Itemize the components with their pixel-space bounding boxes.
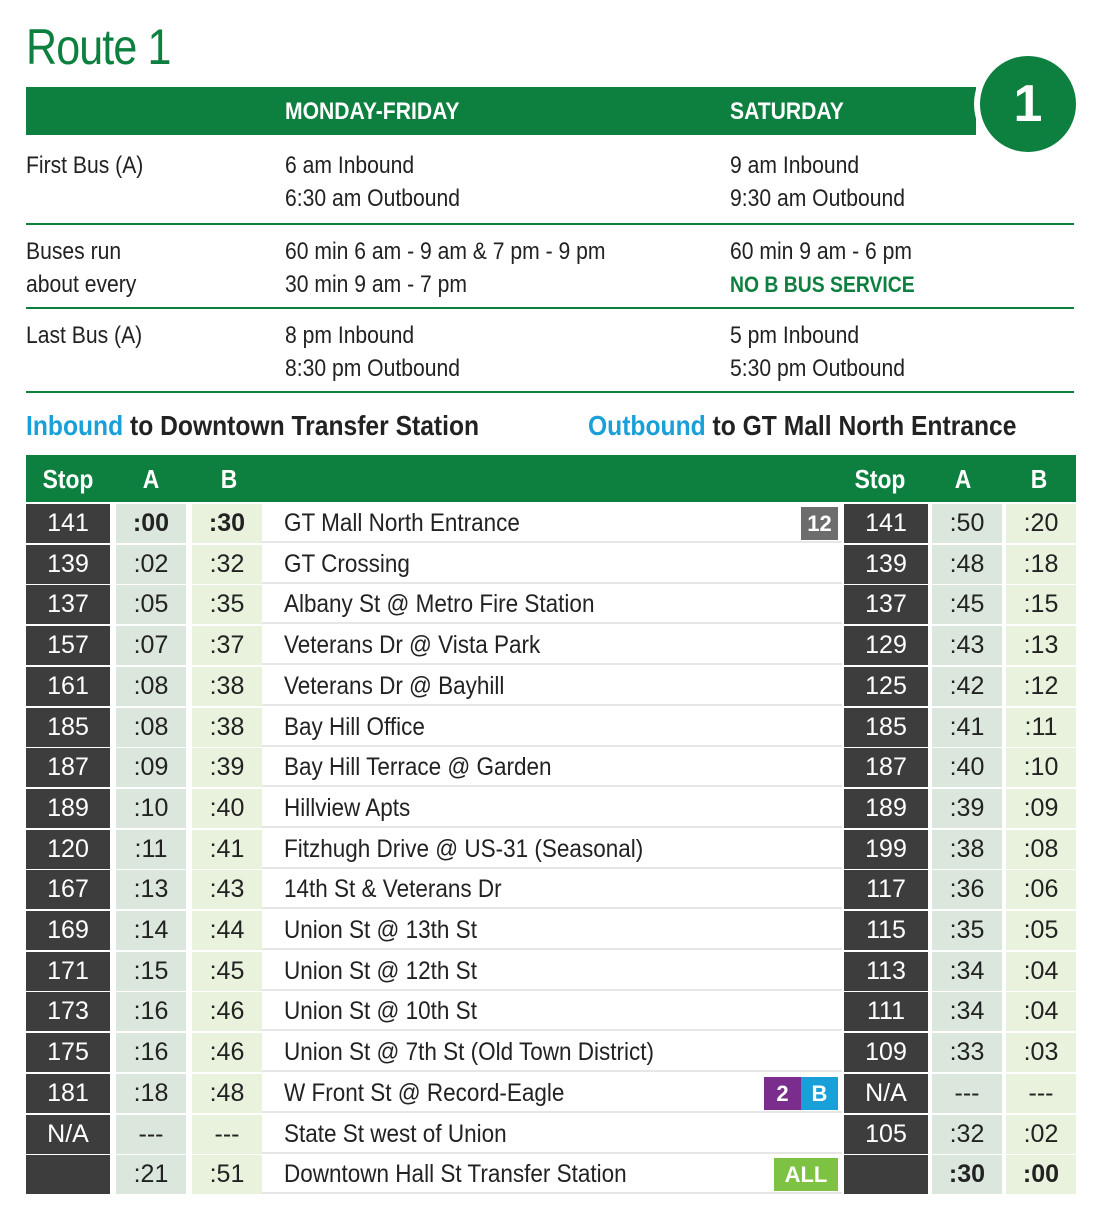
table-row: [26, 708, 1076, 747]
outbound-time-a: :38: [932, 830, 1002, 869]
inbound-time-b: :37: [192, 626, 262, 665]
inbound-stop-id: 169: [26, 911, 110, 950]
service-row: [26, 223, 1074, 309]
service-weekday-line2: 30 min 9 am - 7 pm: [285, 271, 467, 298]
outbound-stop-id: 185: [844, 708, 928, 747]
inbound-stop-id: 137: [26, 585, 110, 624]
stop-name-text: State St west of Union: [284, 1119, 507, 1148]
outbound-time-a: :41: [932, 708, 1002, 747]
service-weekday: [285, 319, 460, 385]
inbound-time-b: :32: [192, 545, 262, 584]
outbound-stop-id: 109: [844, 1033, 928, 1072]
inbound-time-b: :38: [192, 667, 262, 706]
inbound-time-a: :18: [116, 1074, 186, 1113]
outbound-time-b: :00: [1006, 1155, 1076, 1194]
outbound-time-a: :48: [932, 545, 1002, 584]
header-outbound-a: A: [954, 464, 972, 494]
inbound-time-a: :07: [116, 626, 186, 665]
inbound-time-a: :08: [116, 667, 186, 706]
service-saturday: [730, 149, 905, 215]
inbound-stop-id: 161: [26, 667, 110, 706]
stop-name: [262, 545, 842, 584]
outbound-stop-id: 139: [844, 545, 928, 584]
table-row: [26, 789, 1076, 828]
stop-name-text: Hillview Apts: [284, 793, 411, 822]
stop-name: [262, 748, 842, 787]
outbound-time-a: :50: [932, 504, 1002, 543]
inbound-time-b: :35: [192, 585, 262, 624]
stop-name-text: Bay Hill Terrace @ Garden: [284, 753, 552, 782]
inbound-time-b: :44: [192, 911, 262, 950]
table-row: [26, 1155, 1076, 1194]
inbound-time-a: :09: [116, 748, 186, 787]
outbound-time-b: :06: [1006, 870, 1076, 909]
table-row: [26, 504, 1076, 543]
inbound-time-b: :41: [192, 830, 262, 869]
service-saturday-line2: 9:30 am Outbound: [730, 185, 905, 212]
stop-name-text: W Front St @ Record-Eagle: [284, 1078, 565, 1107]
stop-name: [262, 911, 842, 950]
inbound-stop-id: [26, 1155, 110, 1194]
stop-name-text: GT Mall North Entrance: [284, 509, 520, 537]
inbound-stop-id: 139: [26, 545, 110, 584]
stop-name: [262, 626, 842, 665]
outbound-time-b: :20: [1006, 504, 1076, 543]
outbound-heading: [588, 410, 1016, 442]
stop-name: [262, 1074, 842, 1113]
inbound-time-a: :14: [116, 911, 186, 950]
outbound-stop-id: 113: [844, 952, 928, 991]
service-saturday: [730, 319, 905, 385]
stop-name: [262, 830, 842, 869]
outbound-time-a: :45: [932, 585, 1002, 624]
connection-route-badge: 12: [801, 507, 838, 540]
stop-name-text: GT Crossing: [284, 549, 410, 578]
stop-name: [262, 504, 842, 543]
table-row: [26, 1033, 1076, 1072]
inbound-time-b: :45: [192, 952, 262, 991]
service-row: [26, 137, 1074, 225]
outbound-stop-id: [844, 1155, 928, 1194]
inbound-stop-id: N/A: [26, 1115, 110, 1154]
outbound-time-a: :39: [932, 789, 1002, 828]
inbound-stop-id: 167: [26, 870, 110, 909]
outbound-time-a: :32: [932, 1115, 1002, 1154]
inbound-stop-id: 187: [26, 748, 110, 787]
outbound-time-b: :03: [1006, 1033, 1076, 1072]
outbound-stop-id: 199: [844, 830, 928, 869]
inbound-time-b: :51: [192, 1155, 262, 1194]
outbound-stop-id: 117: [844, 870, 928, 909]
service-saturday-line1: 9 am Inbound: [730, 152, 860, 179]
stop-name-text: Union St @ 13th St: [284, 916, 477, 944]
inbound-time-b: :38: [192, 708, 262, 747]
inbound-time-b: :48: [192, 1074, 262, 1113]
stop-name: [262, 708, 842, 747]
outbound-time-b: :11: [1006, 708, 1076, 747]
table-row: [26, 626, 1076, 665]
outbound-stop-id: 111: [844, 992, 928, 1031]
inbound-heading: [26, 410, 479, 442]
inbound-stop-id: 189: [26, 789, 110, 828]
outbound-time-b: :10: [1006, 748, 1076, 787]
table-row: [26, 585, 1076, 624]
outbound-time-b: ---: [1006, 1074, 1076, 1113]
inbound-time-b: :30: [192, 504, 262, 543]
inbound-time-b: ---: [192, 1115, 262, 1154]
connection-route-badge: ALL: [774, 1158, 838, 1191]
outbound-stop-id: 137: [844, 585, 928, 624]
outbound-stop-id: 115: [844, 911, 928, 950]
outbound-keyword: Outbound: [588, 410, 706, 441]
outbound-time-a: :34: [932, 992, 1002, 1031]
service-weekday-line1: 60 min 6 am - 9 am & 7 pm - 9 pm: [285, 238, 606, 265]
stop-name: [262, 1033, 842, 1072]
table-row: [26, 1115, 1076, 1154]
service-label-line1: Last Bus (A): [26, 322, 143, 349]
service-weekday-line2: 8:30 pm Outbound: [285, 355, 460, 382]
service-saturday-line2: 5:30 pm Outbound: [730, 355, 905, 382]
stop-name-text: 14th St & Veterans Dr: [284, 875, 502, 904]
outbound-time-a: :30: [932, 1155, 1002, 1194]
inbound-stop-id: 185: [26, 708, 110, 747]
stop-name-text: Bay Hill Office: [284, 712, 425, 741]
outbound-time-a: :40: [932, 748, 1002, 787]
outbound-time-b: :02: [1006, 1115, 1076, 1154]
header-inbound-b: B: [220, 464, 238, 494]
outbound-time-b: :13: [1006, 626, 1076, 665]
outbound-stop-id: N/A: [844, 1074, 928, 1113]
connection-route-badge: B: [801, 1077, 838, 1110]
outbound-stop-id: 125: [844, 667, 928, 706]
route-number-badge: 1: [974, 50, 1082, 158]
inbound-stop-id: 175: [26, 1033, 110, 1072]
header-outbound-b: B: [1030, 464, 1048, 494]
inbound-time-a: :21: [116, 1155, 186, 1194]
outbound-destination: to GT Mall North Entrance: [705, 410, 1017, 441]
outbound-time-a: :36: [932, 870, 1002, 909]
stop-name: [262, 1115, 842, 1154]
table-row: [26, 911, 1076, 950]
inbound-time-b: :43: [192, 870, 262, 909]
inbound-stop-id: 171: [26, 952, 110, 991]
stop-name-text: Union St @ 12th St: [284, 956, 477, 985]
table-row: [26, 830, 1076, 869]
stop-name: [262, 1155, 842, 1194]
service-label: [26, 319, 142, 352]
service-row: [26, 307, 1074, 393]
inbound-time-b: :40: [192, 789, 262, 828]
outbound-time-a: :34: [932, 952, 1002, 991]
inbound-stop-id: 120: [26, 830, 110, 869]
inbound-time-a: :02: [116, 545, 186, 584]
stop-name-text: Union St @ 7th St (Old Town District): [284, 1038, 655, 1067]
inbound-time-a: ---: [116, 1115, 186, 1154]
inbound-time-a: :16: [116, 1033, 186, 1072]
header-inbound-stop: Stop: [42, 464, 94, 494]
table-row: [26, 748, 1076, 787]
table-header: [26, 455, 1076, 502]
inbound-time-b: :39: [192, 748, 262, 787]
stop-name: [262, 585, 842, 624]
header-saturday: SATURDAY: [730, 98, 844, 125]
outbound-time-a: :35: [932, 911, 1002, 950]
inbound-destination: to Downtown Transfer Station: [123, 410, 480, 441]
inbound-time-a: :13: [116, 870, 186, 909]
table-row: [26, 870, 1076, 909]
outbound-time-b: :12: [1006, 667, 1076, 706]
stop-name-text: Fitzhugh Drive @ US-31 (Seasonal): [284, 834, 644, 863]
outbound-stop-id: 129: [844, 626, 928, 665]
inbound-time-a: :05: [116, 585, 186, 624]
service-saturday: [730, 235, 915, 301]
outbound-stop-id: 187: [844, 748, 928, 787]
service-weekday-line1: 8 pm Inbound: [285, 322, 415, 349]
outbound-time-a: ---: [932, 1074, 1002, 1113]
inbound-keyword: Inbound: [26, 410, 124, 441]
stop-name: [262, 992, 842, 1031]
service-label-line1: First Bus (A): [26, 152, 144, 179]
stop-name-text: Union St @ 10th St: [284, 997, 477, 1026]
service-weekday-line2: 6:30 am Outbound: [285, 185, 460, 212]
table-row: [26, 667, 1076, 706]
service-label: [26, 149, 143, 182]
inbound-time-a: :16: [116, 992, 186, 1031]
outbound-time-b: :05: [1006, 911, 1076, 950]
outbound-time-b: :09: [1006, 789, 1076, 828]
service-label-line1: Buses run: [26, 238, 122, 265]
connection-route-badge: 2: [764, 1077, 801, 1110]
outbound-time-a: :33: [932, 1033, 1002, 1072]
stop-name-text: Albany St @ Metro Fire Station: [284, 590, 595, 619]
outbound-time-a: :42: [932, 667, 1002, 706]
stop-name: [262, 870, 842, 909]
inbound-time-b: :46: [192, 992, 262, 1031]
inbound-time-a: :11: [116, 830, 186, 869]
service-weekday-line1: 6 am Inbound: [285, 152, 415, 179]
inbound-time-a: :00: [116, 504, 186, 543]
header-inbound-a: A: [142, 464, 160, 494]
inbound-time-a: :08: [116, 708, 186, 747]
outbound-stop-id: 189: [844, 789, 928, 828]
outbound-stop-id: 105: [844, 1115, 928, 1154]
table-row: [26, 545, 1076, 584]
inbound-time-b: :46: [192, 1033, 262, 1072]
outbound-time-b: :15: [1006, 585, 1076, 624]
outbound-time-b: :18: [1006, 545, 1076, 584]
service-label-line2: about every: [26, 271, 137, 298]
service-label: [26, 235, 136, 301]
table-row: [26, 952, 1076, 991]
outbound-time-b: :08: [1006, 830, 1076, 869]
stop-name: [262, 667, 842, 706]
inbound-stop-id: 141: [26, 504, 110, 543]
inbound-stop-id: 173: [26, 992, 110, 1031]
stop-name-text: Downtown Hall St Transfer Station: [284, 1160, 627, 1189]
stop-name-text: Veterans Dr @ Vista Park: [284, 631, 541, 660]
outbound-stop-id: 141: [844, 504, 928, 543]
service-saturday-line1: 60 min 9 am - 6 pm: [730, 238, 912, 265]
header-outbound-stop: Stop: [854, 464, 906, 494]
header-weekday: MONDAY-FRIDAY: [285, 98, 460, 125]
outbound-time-a: :43: [932, 626, 1002, 665]
outbound-time-b: :04: [1006, 952, 1076, 991]
outbound-time-b: :04: [1006, 992, 1076, 1031]
inbound-time-a: :10: [116, 789, 186, 828]
service-weekday: [285, 149, 460, 215]
inbound-time-a: :15: [116, 952, 186, 991]
service-saturday-line2: NO B BUS SERVICE: [730, 272, 915, 297]
inbound-stop-id: 157: [26, 626, 110, 665]
stop-name-text: Veterans Dr @ Bayhill: [284, 671, 505, 700]
route-title: Route 1: [26, 19, 171, 75]
service-saturday-line1: 5 pm Inbound: [730, 322, 860, 349]
stop-name: [262, 952, 842, 991]
table-row: [26, 992, 1076, 1031]
service-weekday: [285, 235, 605, 301]
stop-name: [262, 789, 842, 828]
table-row: [26, 1074, 1076, 1113]
inbound-stop-id: 181: [26, 1074, 110, 1113]
